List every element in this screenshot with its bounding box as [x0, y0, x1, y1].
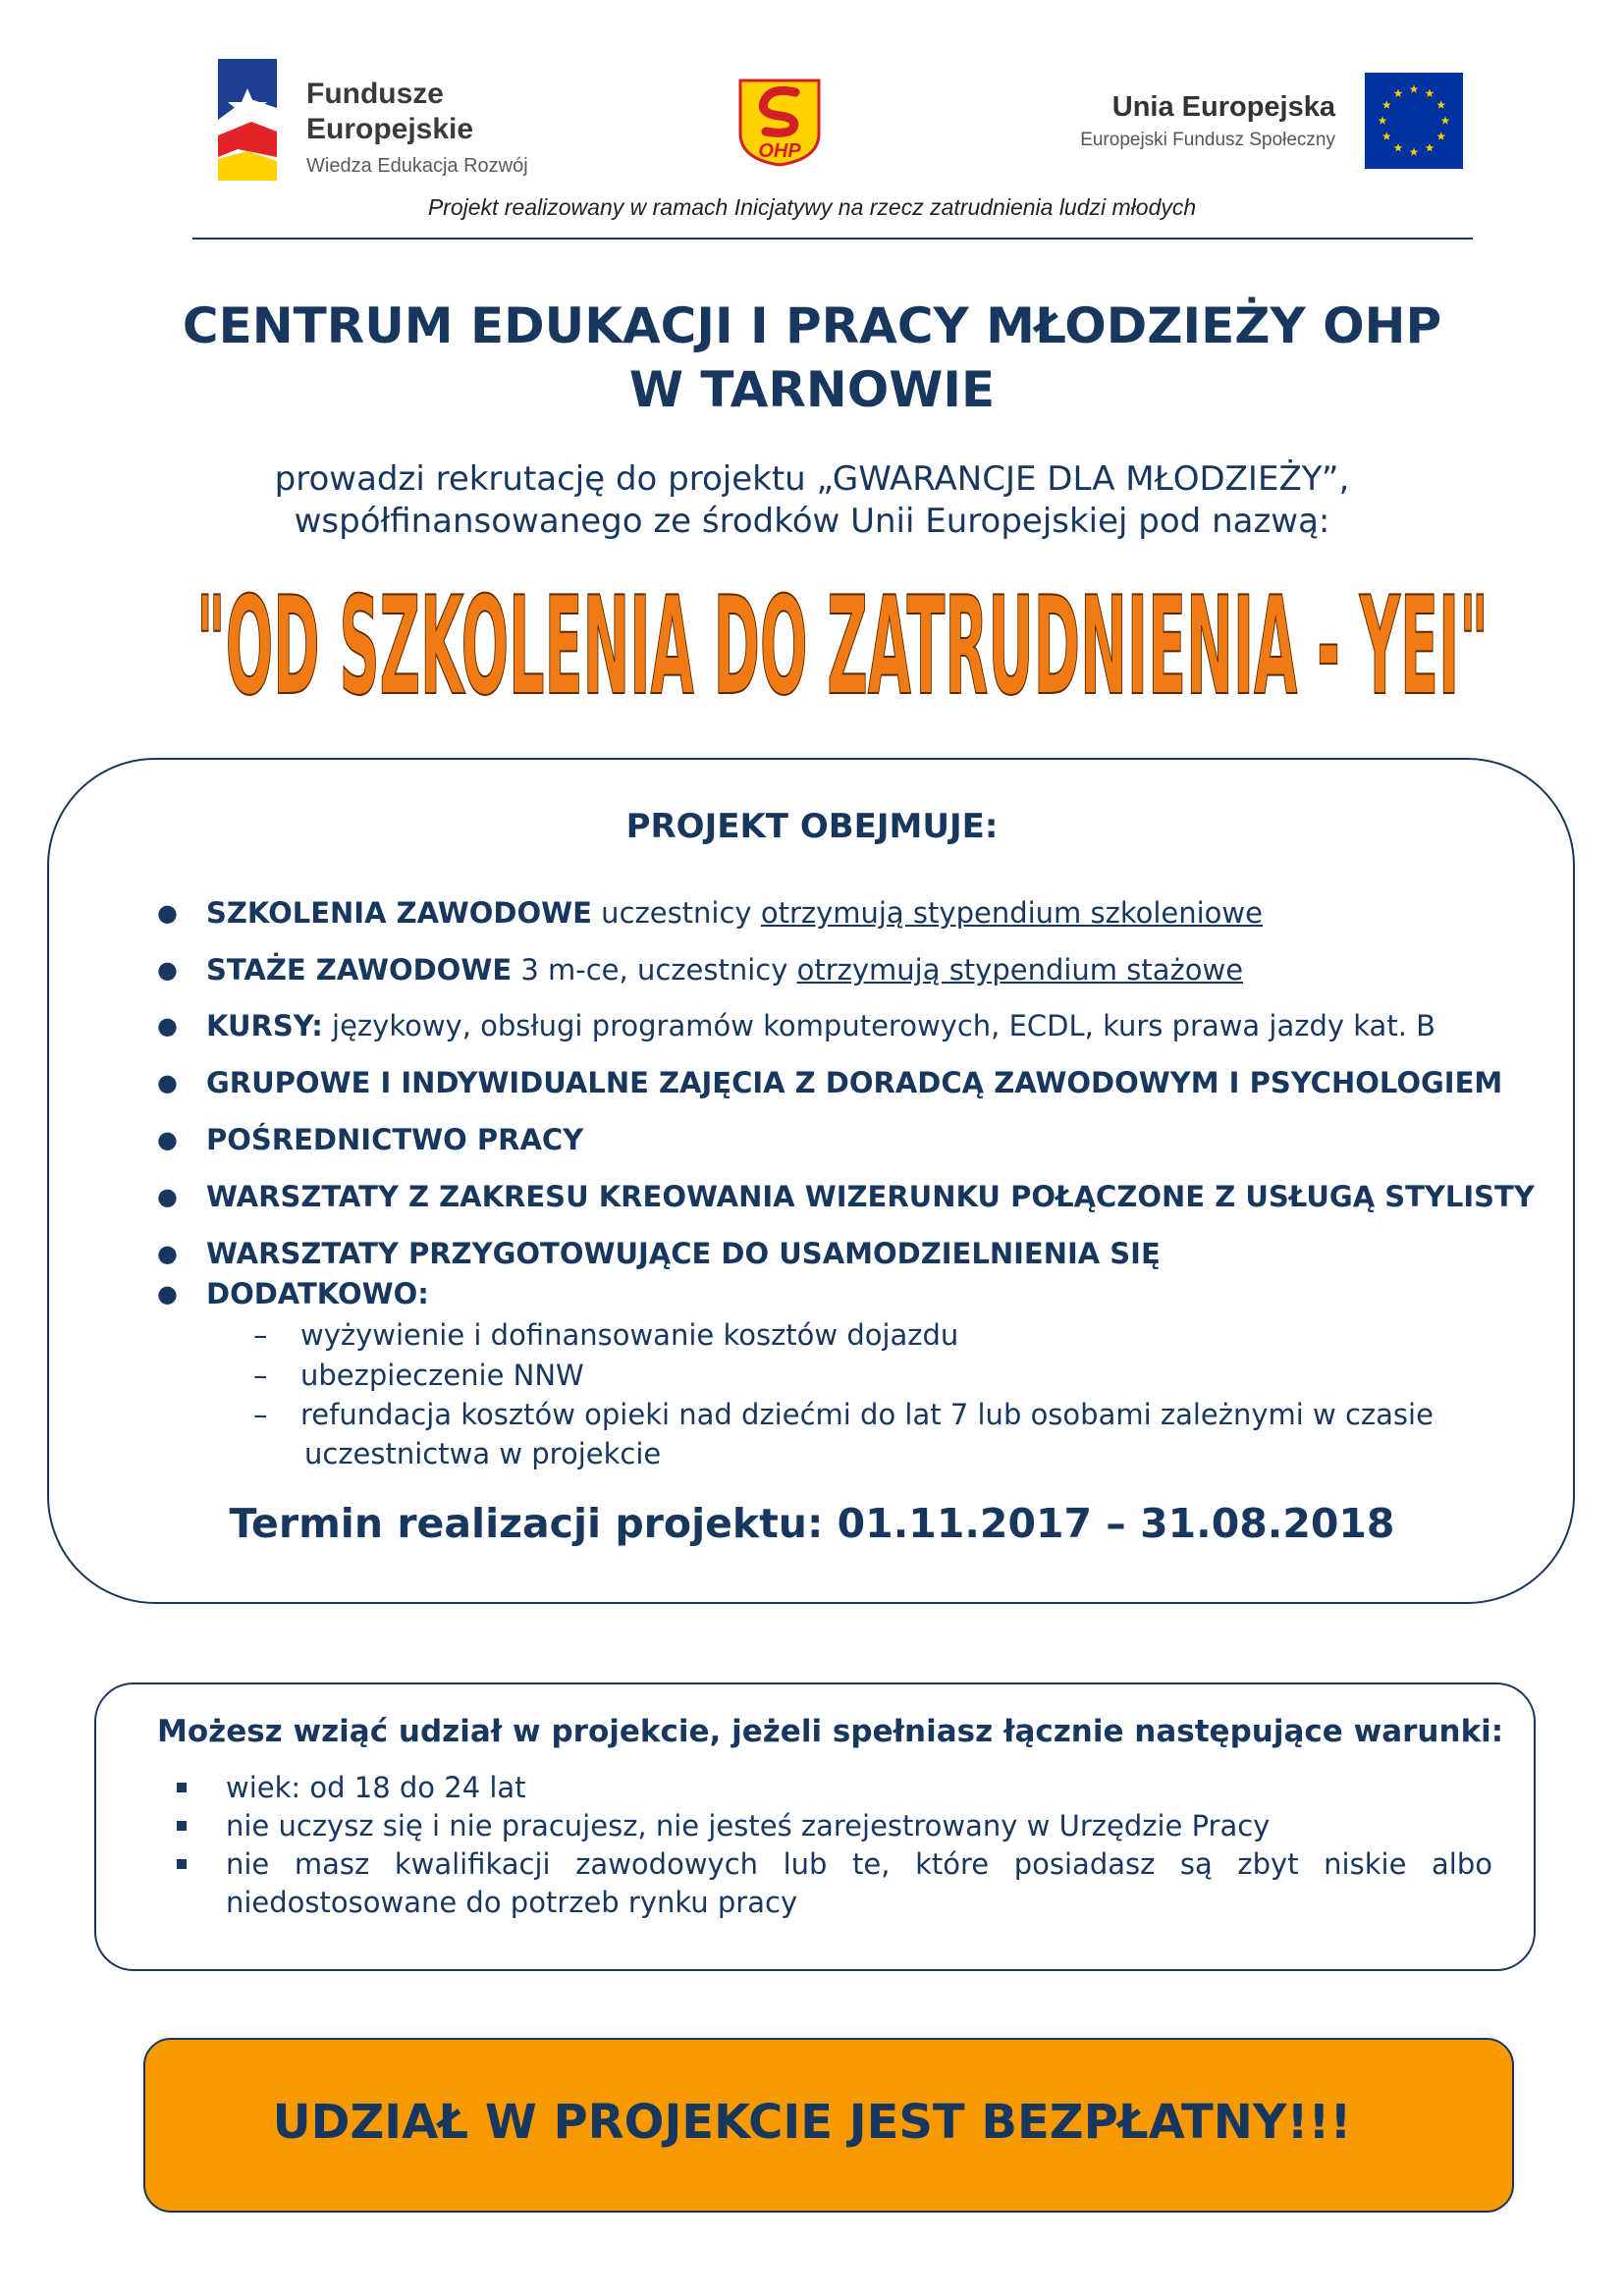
fe-flag-icon [218, 59, 277, 181]
dash-icon: – [253, 1359, 268, 1392]
item-text: uczestnicy [591, 896, 761, 930]
bullet-icon: ● [157, 1012, 178, 1040]
ohp-logo [731, 73, 829, 167]
item-bold: DODATKOWO: [206, 1277, 429, 1310]
item-bold: STAŻE ZAWODOWE [206, 953, 513, 987]
square-bullet-icon [177, 1783, 187, 1792]
intro-line2: współfinansowanego ze środków Unii Europejskiej pod nazwą: [294, 502, 1330, 541]
condition-text: wiek: od 18 do 24 lat [226, 1771, 526, 1804]
eu-logo [992, 73, 1463, 171]
conditions-heading: Możesz wziąć udział w projekcie, jeżeli spełniasz łącznie następujące warunki: [157, 1714, 1504, 1749]
item-underline: otrzymują stypendium stażowe [796, 953, 1244, 987]
item-underline: otrzymują stypendium szkoleniowe [760, 896, 1263, 930]
extra-text: refundacja kosztów opieki nad dziećmi do lat 7 lub osobami zależnymi w czasie [300, 1398, 1434, 1431]
dash-icon: – [253, 1398, 268, 1431]
square-bullet-icon [177, 1859, 187, 1869]
fe-logo-tagline: Wiedza Edukacja Rozwój [306, 155, 528, 177]
slogan-text: "OD SZKOLENIA DO ZATRUDNIENIA - YEI" [196, 567, 1489, 725]
item-bold: KURSY: [206, 1009, 323, 1042]
item-text: językowy, obsługi programów komputerowych, ECDL, kurs prawa jazdy kat. B [322, 1009, 1436, 1042]
item-bold: WARSZTATY Z ZAKRESU KREOWANIA WIZERUNKU POŁĄCZONE Z USŁUGĄ STYLISTY [206, 1180, 1535, 1213]
extra-text: ubezpieczenie NNW [300, 1359, 584, 1392]
item-bold: GRUPOWE I INDYWIDUALNE ZAJĘCIA Z DORADCĄ ZAWODOWYM I PSYCHOLOGIEM [206, 1066, 1503, 1099]
initiative-note: Projekt realizowany w ramach Inicjatywy na rzecz zatrudnienia ludzi młodych [427, 194, 1197, 220]
item-bold: WARSZTATY PRZYGOTOWUJĄCE DO USAMODZIELNIENIA SIĘ [206, 1237, 1161, 1270]
fe-logo-name-line2: Europejskie [306, 113, 474, 145]
bullet-icon: ● [157, 1280, 178, 1308]
bullet-icon: ● [157, 1183, 178, 1210]
condition-text: nie uczysz się i nie pracujesz, nie jesteś zarejestrowany w Urzędzie Pracy [226, 1809, 1271, 1842]
fe-logo-name-line1: Fundusze [306, 78, 444, 110]
page-title-line1: CENTRUM EDUKACJI I PRACY MŁODZIEŻY OHP [182, 297, 1442, 354]
extra-text: wyżywienie i dofinansowanie kosztów dojazdu [300, 1318, 959, 1352]
page-title-line2: W TARNOWIE [628, 361, 996, 418]
eu-logo-name: Unia Europejska [1111, 91, 1335, 123]
project-slogan [190, 560, 1494, 726]
bullet-icon: ● [157, 1069, 178, 1096]
eu-logo-text [1080, 90, 1335, 151]
extra-text: uczestnictwa w projekcie [304, 1437, 662, 1470]
eu-logo-fund: Europejski Fundusz Społeczny [1080, 130, 1335, 150]
item-bold: SZKOLENIA ZAWODOWE [206, 896, 592, 930]
dash-icon: – [253, 1318, 268, 1352]
project-heading: PROJEKT OBEJMUJE: [625, 807, 999, 846]
bullet-icon: ● [157, 956, 178, 984]
bullet-icon: ● [157, 899, 178, 927]
fe-logo-text [306, 77, 528, 178]
bullet-icon: ● [157, 1126, 178, 1153]
intro-line1: prowadzi rekrutację do projektu „GWARANCJE DLA MŁODZIEŻY”, [274, 459, 1350, 499]
fundusze-europejskie-logo [218, 59, 581, 187]
condition-text: nie masz kwalifikacji zawodowych lub te, które posiadasz są zbyt niskie albo niedostosowane do potrzeb rynku pracy [226, 1847, 1492, 1919]
item-text: 3 m-ce, uczestnicy [512, 953, 797, 987]
header-divider [192, 238, 1473, 240]
bullet-icon: ● [157, 1240, 178, 1267]
ohp-emblem-icon [731, 73, 829, 167]
ohp-logo-label: OHP [758, 140, 801, 162]
item-bold: POŚREDNICTWO PRACY [206, 1123, 584, 1156]
eu-flag-icon [1365, 73, 1463, 169]
project-term: Termin realizacji projektu: 01.11.2017 – 31.08.2018 [229, 1500, 1395, 1547]
free-participation-text: UDZIAŁ W PROJEKCIE JEST BEZPŁATNY!!! [272, 2095, 1352, 2150]
square-bullet-icon [177, 1821, 187, 1831]
